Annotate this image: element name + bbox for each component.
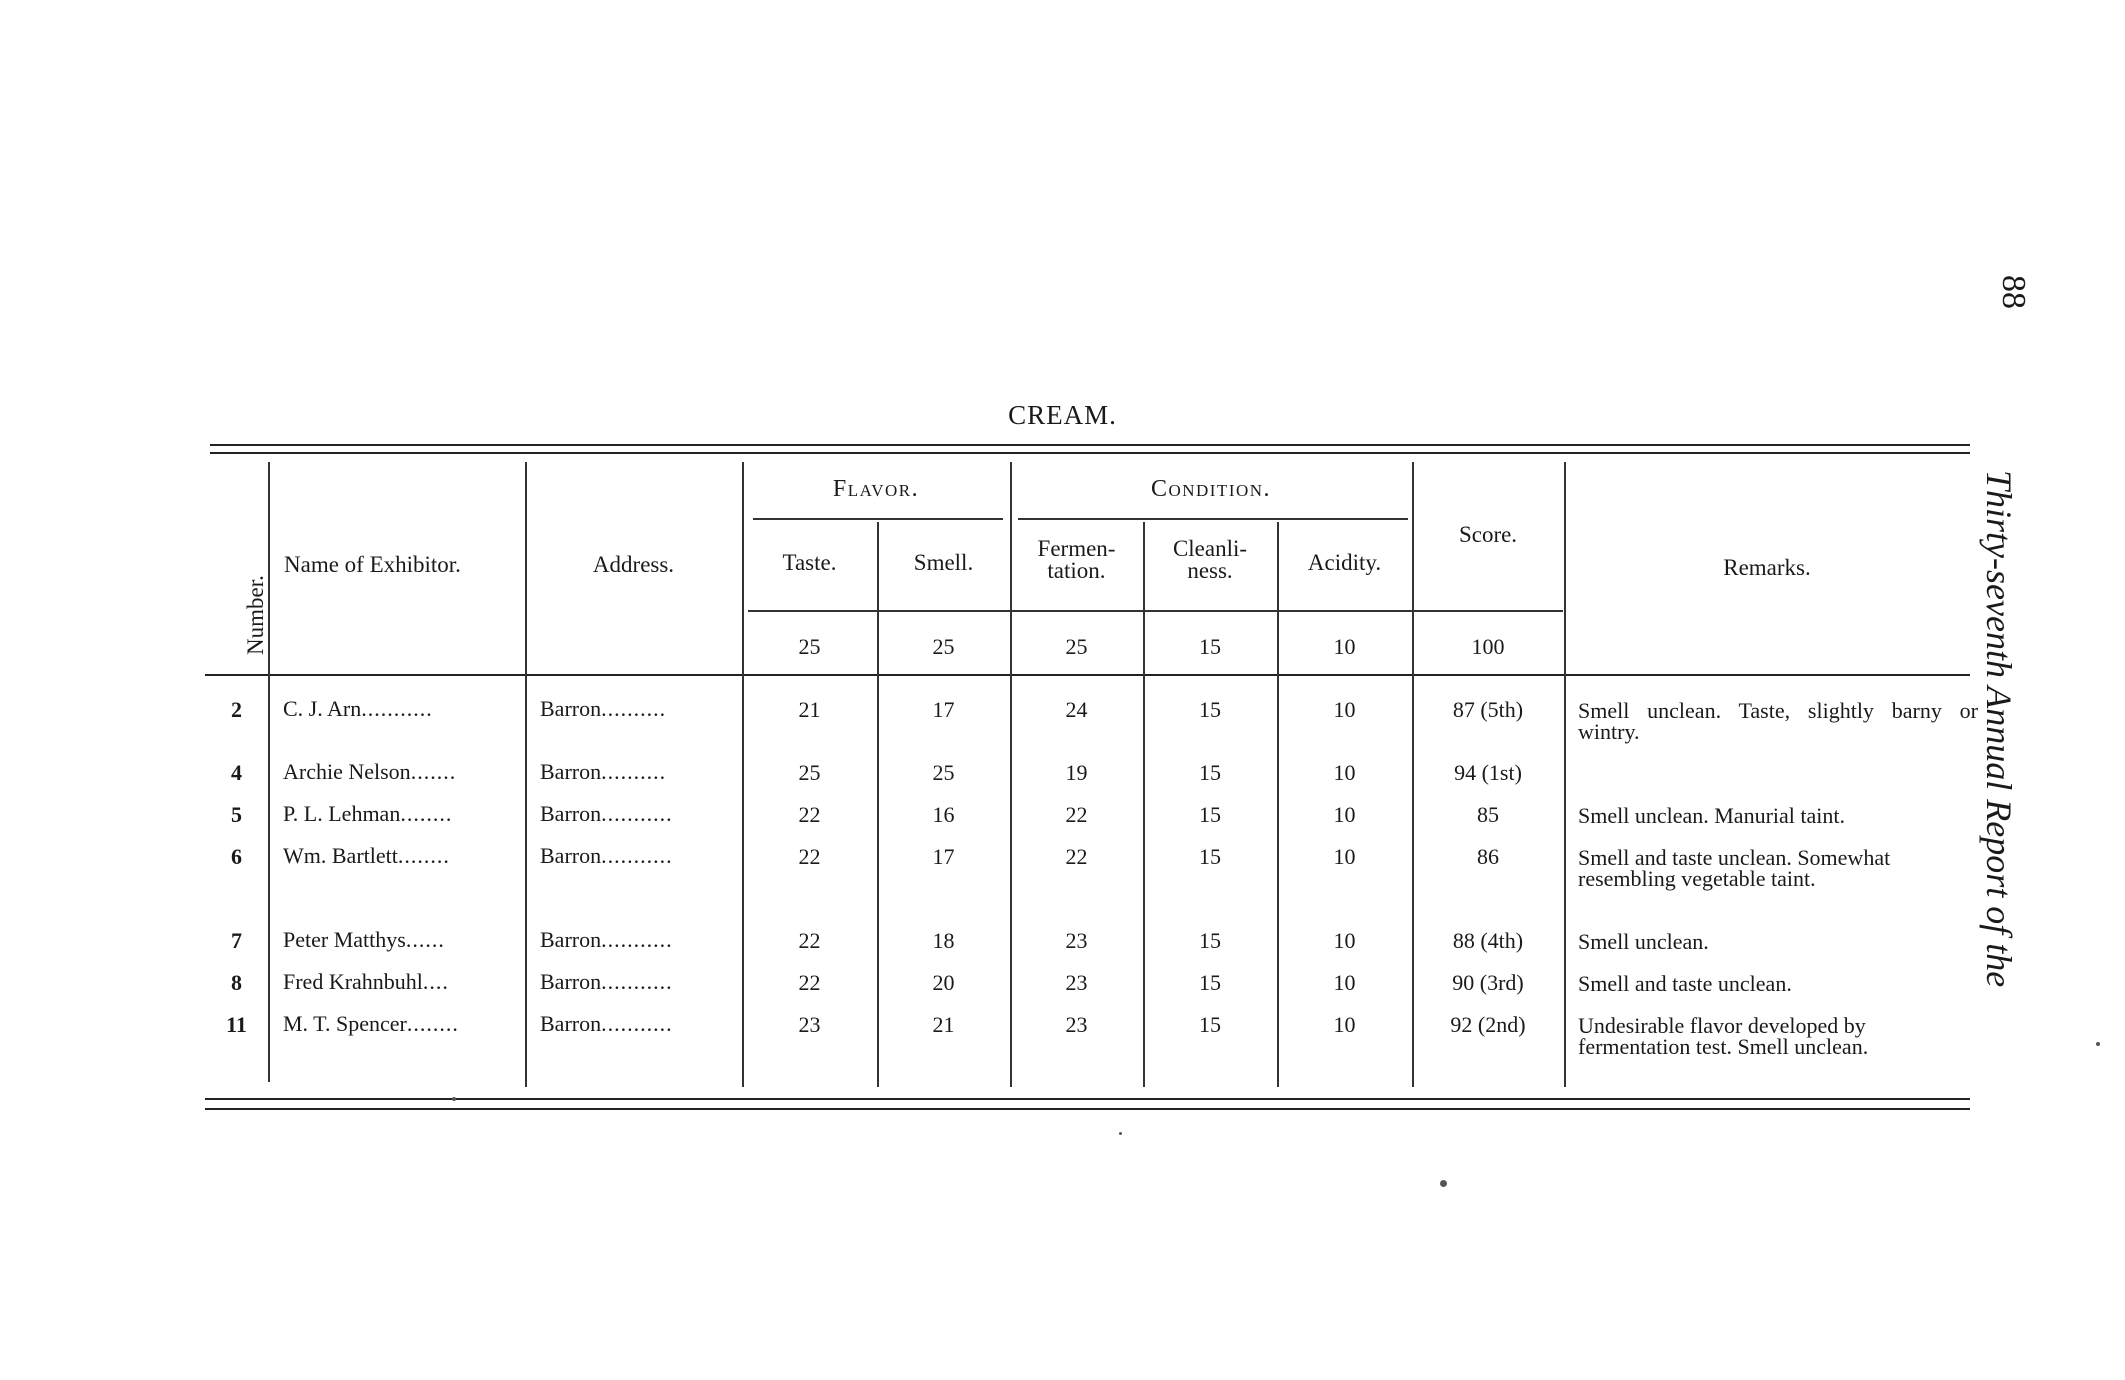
row-address-leader: ........... [601,1011,673,1036]
header-taste: Taste. [782,550,837,575]
row-address [540,759,666,785]
row-address-text: Barron [540,1011,602,1036]
row-number: 4 [231,760,242,785]
running-head: Thirty-seventh Annual Report of the [1979,470,2019,988]
row-remarks: Smell unclean. Manurial taint. [1578,803,1845,828]
header-cleanliness-line2: ness. [1187,558,1233,583]
page-number: 88 [1995,275,2032,309]
bottom-rule-2 [205,1108,1970,1110]
row-address [540,1011,673,1037]
row-smell: 17 [932,697,955,722]
row-remarks: Smell unclean. Taste, slightly barny or wintry. [1578,698,1978,744]
header-cleanliness-line1: Cleanli- [1172,536,1248,561]
page-title: CREAM. [1008,400,1117,430]
row-taste: 22 [798,970,821,995]
bottom-rule [205,1098,1970,1100]
max-score: 100 [1471,634,1505,659]
row-address-text: Barron [540,843,602,868]
row-name [283,1011,459,1037]
row-number: 5 [231,802,242,827]
row-name-text: Fred Krahnbuhl [283,969,423,994]
row-fermentation: 22 [1065,844,1088,869]
row-acidity: 10 [1333,697,1356,722]
row-name [283,927,445,953]
header-fermentation-line1: Fermen- [1037,536,1116,561]
row-name [283,801,452,827]
header-condition: Condition. [1150,476,1272,502]
row-name [283,843,450,869]
row-address-text: Barron [540,927,602,952]
row-name-text: Archie Nelson [283,759,411,784]
row-smell: 25 [932,760,955,785]
row-taste: 22 [798,928,821,953]
scan-speck [452,1097,456,1101]
scan-speck [2096,1042,2100,1046]
condition-underline [1018,518,1408,520]
row-address [540,927,673,953]
row-name-text: Peter Matthys [283,927,406,952]
row-number: 7 [231,928,242,953]
row-fermentation: 23 [1065,1012,1088,1037]
row-score: 88 (4th) [1452,928,1524,953]
row-name-leader: ........ [397,843,450,868]
row-address-leader: .......... [601,696,667,721]
row-number: 8 [231,970,242,995]
row-address-leader: ........... [601,843,673,868]
row-address-leader: ........... [601,969,673,994]
row-acidity: 10 [1333,1012,1356,1037]
max-smell: 25 [932,634,955,659]
row-number: 2 [231,697,242,722]
row-name-leader: ........ [400,801,453,826]
header-remarks: Remarks. [1723,555,1811,580]
row-address-text: Barron [540,696,602,721]
row-name-text: P. L. Lehman [283,801,401,826]
row-score: 94 (1st) [1454,760,1522,785]
row-remarks: Smell unclean. [1578,929,1709,954]
row-cleanliness: 15 [1199,802,1221,827]
header-flavor: Flavor. [832,476,920,502]
row-address-text: Barron [540,969,602,994]
row-name-text: M. T. Spencer [283,1011,407,1036]
header-fermentation-line2: tation. [1047,558,1106,583]
row-remarks: Undesirable flavor developed by fermentation test. Smell unclean. [1578,1013,1869,1059]
header-fermentation [1010,538,1143,582]
row-taste: 23 [798,1012,821,1037]
row-score: 86 [1477,844,1499,869]
row-cleanliness: 15 [1199,1012,1221,1037]
header-cleanliness [1143,538,1277,582]
row-cleanliness: 15 [1199,760,1221,785]
row-address-leader: .......... [601,759,667,784]
header-smell: Smell. [913,550,974,575]
col-line [268,462,270,1082]
row-fermentation: 23 [1065,970,1088,995]
row-name-text: C. J. Arn [283,696,362,721]
header-address: Address. [592,552,675,577]
row-taste: 21 [798,697,821,722]
row-name-leader: ....... [410,759,457,784]
row-score: 92 (2nd) [1450,1012,1526,1037]
row-name-leader: ........ [406,1011,459,1036]
row-acidity: 10 [1333,928,1356,953]
top-rule-2 [210,452,1970,454]
row-score: 85 [1477,802,1499,827]
row-acidity: 10 [1333,970,1356,995]
scan-speck [1440,1180,1447,1187]
row-acidity: 10 [1333,802,1356,827]
header-name: Name of Exhibitor. [284,552,461,577]
scan-speck [1119,1132,1122,1135]
row-score: 90 (3rd) [1452,970,1524,995]
max-taste: 25 [798,634,821,659]
row-address [540,696,666,722]
row-fermentation: 22 [1065,802,1088,827]
row-address [540,969,673,995]
row-address-leader: ........... [601,927,673,952]
flavor-underline [753,518,1003,520]
header-score: Score. [1458,522,1518,547]
row-number: 6 [231,844,242,869]
row-acidity: 10 [1333,844,1356,869]
row-address-text: Barron [540,801,602,826]
row-number: 11 [226,1012,247,1037]
header-number: Number. [243,575,268,655]
row-fermentation: 23 [1065,928,1088,953]
row-cleanliness: 15 [1199,844,1221,869]
row-address-text: Barron [540,759,602,784]
row-taste: 25 [798,760,821,785]
header-bottom-rule [205,674,1970,676]
row-smell: 20 [932,970,955,995]
row-name-leader: ...... [405,927,445,952]
row-cleanliness: 15 [1199,928,1221,953]
row-name-text: Wm. Bartlett [283,843,398,868]
row-smell: 18 [932,928,955,953]
row-fermentation: 19 [1065,760,1088,785]
row-name-leader: ........... [361,696,433,721]
row-name [283,759,456,785]
max-points-rule [748,610,1563,612]
row-taste: 22 [798,802,821,827]
max-cleanliness: 15 [1199,634,1221,659]
row-name [283,696,433,722]
row-address-leader: ........... [601,801,673,826]
row-name [283,969,449,995]
max-fermentation: 25 [1065,634,1088,659]
row-address [540,801,673,827]
row-smell: 17 [932,844,955,869]
row-remarks: Smell and taste unclean. Somewhat resembling vegetable taint. [1578,845,1891,891]
row-address [540,843,673,869]
row-score: 87 (5th) [1452,697,1524,722]
max-acidity: 10 [1333,634,1356,659]
row-cleanliness: 15 [1199,970,1221,995]
row-taste: 22 [798,844,821,869]
row-name-leader: .... [422,969,449,994]
header-acidity: Acidity. [1307,550,1382,575]
row-remarks: Smell and taste unclean. [1578,971,1792,996]
row-cleanliness: 15 [1199,697,1221,722]
row-smell: 21 [932,1012,955,1037]
row-fermentation: 24 [1065,697,1088,722]
row-smell: 16 [932,802,955,827]
top-rule [210,444,1970,446]
row-acidity: 10 [1333,760,1356,785]
